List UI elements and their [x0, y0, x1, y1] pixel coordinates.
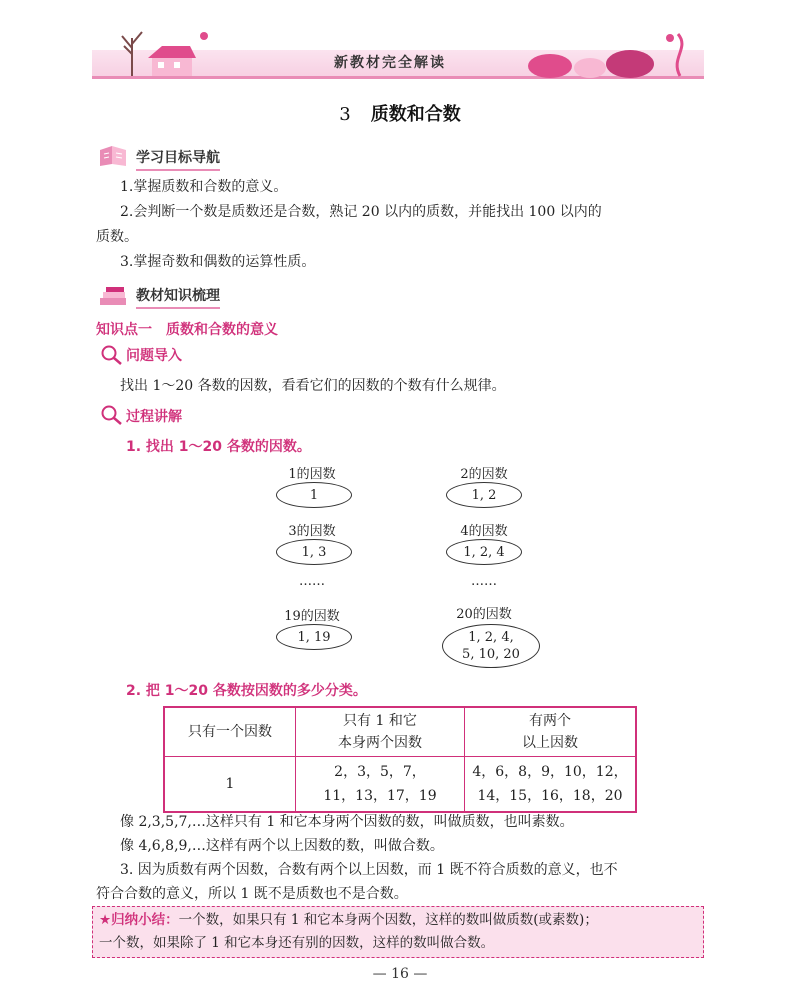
factor-values-20-line1: 1, 2, 4, [468, 630, 514, 645]
plants-illustration [520, 28, 700, 78]
factor-label-3: 3的因数 [288, 524, 336, 539]
table-cell-line: 4，6，8，9，10，12， [472, 764, 628, 780]
section-title-text: 质数和合数 [370, 104, 461, 125]
table-header [465, 707, 637, 757]
table-row [164, 757, 636, 813]
summary-text-1: 一个数，如果只有 1 和它本身两个因数，这样的数叫做质数(或素数)； [178, 912, 598, 928]
section-title [0, 100, 800, 126]
factor-oval-3 [276, 539, 352, 565]
goal-item: 1.掌握质数和合数的意义。 [120, 179, 288, 195]
process-label: 过程讲解 [126, 409, 182, 425]
factor-oval-4 [446, 539, 522, 565]
book-icon [96, 144, 132, 168]
table-header-line: 本身两个因数 [338, 735, 422, 751]
definition-prime: 像 2,3,5,7,…这样只有 1 和它本身两个因数的数，叫做质数，也叫素数。 [120, 814, 574, 830]
table-cell [465, 757, 637, 813]
goal-item: 3.掌握奇数和偶数的运算性质。 [120, 254, 316, 270]
goal-item: 2.会判断一个数是质数还是合数，熟记 20 以内的质数，并能找出 100 以内的 [120, 204, 602, 220]
factor-values-4: 1, 2, 4 [463, 544, 505, 560]
goals-banner: 学习目标导航 [136, 147, 220, 171]
factor-values-1: 1 [309, 487, 319, 503]
ellipsis-right: …… [471, 574, 497, 589]
factor-values-2: 1, 2 [471, 487, 497, 503]
goal-item: 质数。 [96, 229, 138, 245]
definition-composite: 像 4,6,8,9,…这样有两个以上因数的数，叫做合数。 [120, 838, 444, 854]
house-tree-illustration [100, 18, 220, 78]
summary-box [92, 906, 704, 958]
table-header: 只有一个因数 [164, 707, 296, 757]
table-header-line: 只有 1 和它 [343, 713, 417, 729]
knowledge-point-title: 知识点一 质数和合数的意义 [96, 322, 278, 338]
table-header-row [164, 707, 636, 757]
factor-oval-19 [276, 624, 352, 650]
table-cell-line: 14，15，16，18，20 [477, 788, 623, 804]
magnifier-icon [100, 404, 124, 426]
table-header-line: 有两个 [529, 713, 571, 729]
factor-oval-2 [446, 482, 522, 508]
factor-label-19: 19的因数 [284, 609, 340, 624]
table-cell-line: 2，3，5，7， [334, 764, 426, 780]
factor-values-19: 1, 19 [297, 629, 331, 645]
factor-values-3: 1, 3 [301, 544, 327, 560]
factor-oval-20 [442, 624, 540, 668]
ellipsis-left: …… [299, 574, 325, 589]
table-cell-line: 11，13，17，19 [323, 788, 437, 804]
factor-label-20: 20的因数 [456, 607, 512, 622]
explanation-line-1: 3. 因为质数有两个因数，合数有两个以上因数，而 1 既不符合质数的意义，也不 [120, 862, 618, 878]
factor-label-4: 4的因数 [460, 524, 508, 539]
page-number: — 16 — [372, 966, 428, 982]
factor-label-2: 2的因数 [460, 467, 508, 482]
books-stack-icon [96, 284, 132, 308]
intro-text: 找出 1～20 各数的因数，看看它们的因数的个数有什么规律。 [120, 378, 506, 394]
step-2: 2. 把 1～20 各数按因数的多少分类。 [126, 683, 367, 699]
factor-label-1: 1的因数 [288, 467, 336, 482]
knowledge-banner: 教材知识梳理 [136, 285, 220, 309]
table-header [296, 707, 465, 757]
classification-table [163, 706, 637, 813]
table-cell: 1 [164, 757, 296, 813]
factor-oval-1 [276, 482, 352, 508]
summary-label: ★归纳小结： [99, 912, 179, 928]
summary-text-2: 一个数，如果除了 1 和它本身还有别的因数，这样的数叫做合数。 [99, 935, 495, 951]
table-header-line: 以上因数 [522, 735, 578, 751]
section-number: 3 [339, 104, 351, 125]
intro-label: 问题导入 [126, 348, 182, 364]
magnifier-icon [100, 344, 124, 366]
explanation-line-2: 符合合数的意义，所以 1 既不是质数也不是合数。 [96, 886, 408, 902]
table-cell [296, 757, 465, 813]
step-1: 1. 找出 1～20 各数的因数。 [126, 439, 311, 455]
book-title: 新教材完全解读 [334, 55, 446, 71]
factor-values-20-line2: 5, 10, 20 [462, 647, 520, 662]
